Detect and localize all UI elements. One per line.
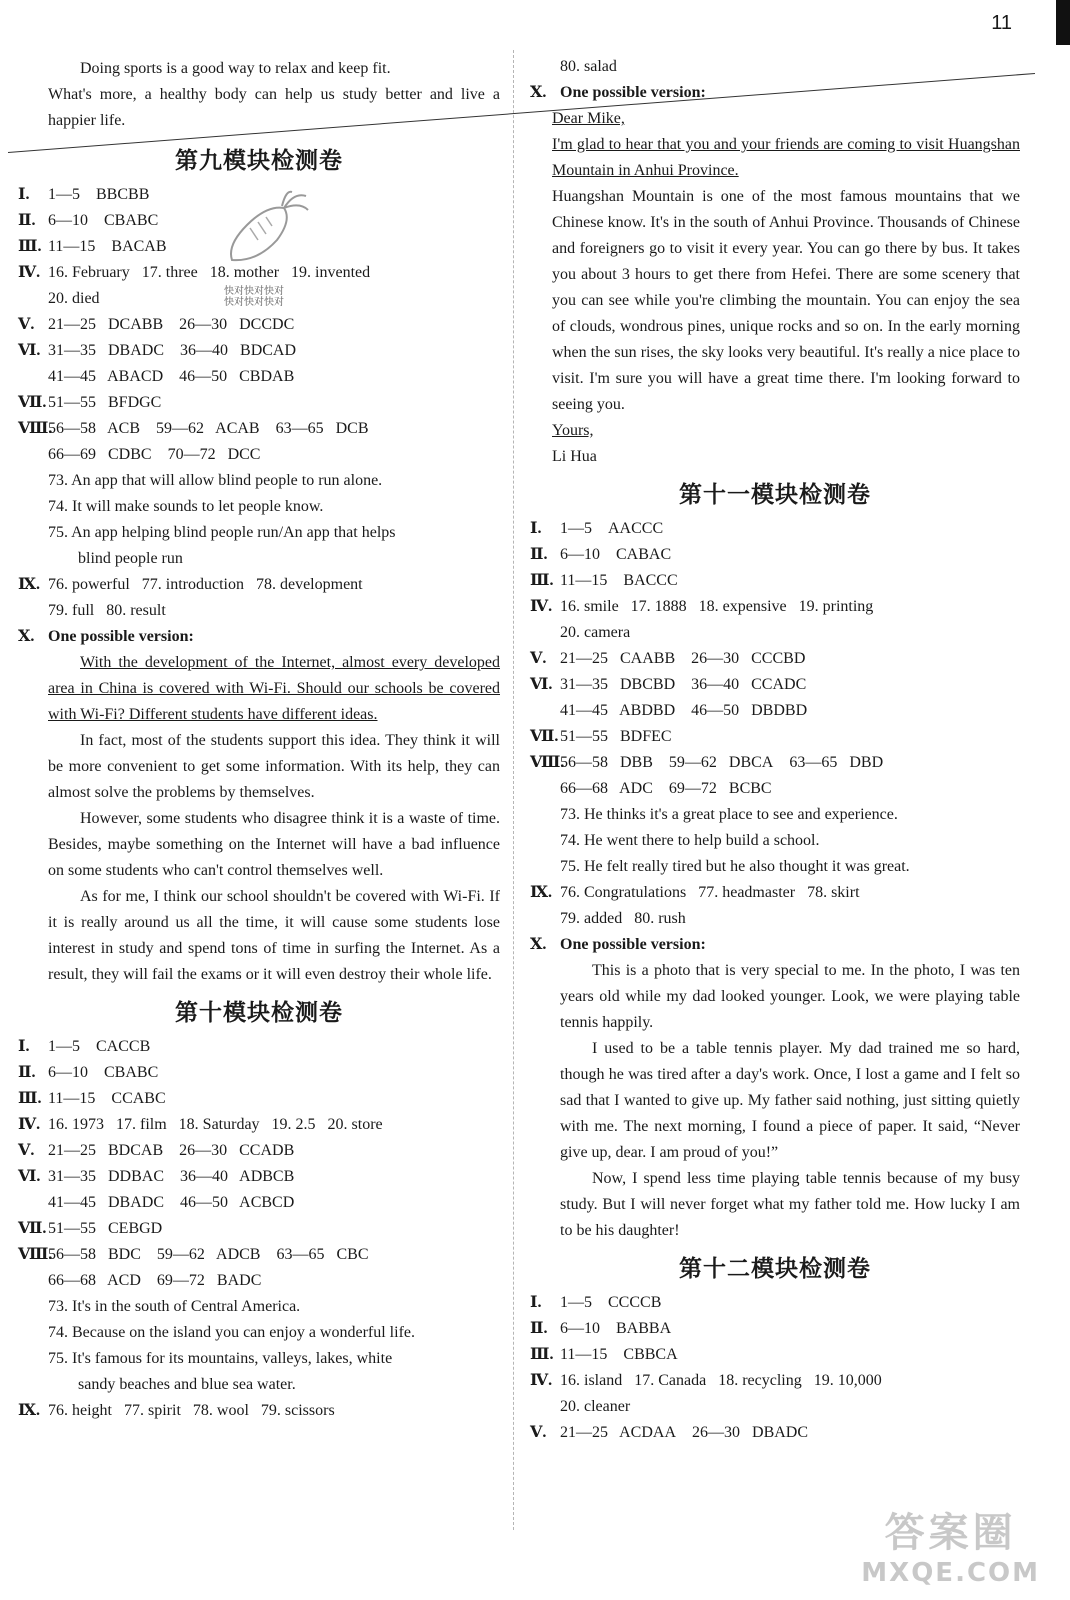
answers: 46—50 ACBCD [180, 1194, 295, 1211]
range: 6—10 [560, 1320, 600, 1337]
answers: 20. camera [560, 624, 631, 641]
answer-row [530, 932, 1020, 958]
intro-line: What's more, a healthy body can help us study better and live a happier life. [48, 86, 500, 129]
answers: 41—45 DBADC [48, 1194, 165, 1211]
answers: 26—30 DBADC [692, 1424, 809, 1441]
overlay-stamp-line: 快对快对快对 [224, 297, 284, 308]
range: 11—15 [560, 1346, 608, 1363]
answer-row [530, 594, 1020, 620]
answer-row [18, 416, 500, 442]
answer-row [18, 390, 500, 416]
answers: CACCB [96, 1038, 151, 1055]
answer-row [530, 568, 1020, 594]
version-label: One possible version: [560, 84, 706, 101]
answer-sentence: 75. He felt really tired but he also thought it was great. [560, 858, 910, 875]
answers: BBCBB [96, 186, 150, 203]
answer-row [18, 182, 500, 208]
row-number: Ⅲ. [530, 1346, 554, 1363]
answer-row [18, 312, 500, 338]
essay-paragraph: I used to be a table tennis player. My dad trained me so hard, though he was tired after a day's work. Once, I lost a game and I felt so sad that I wanted to give up. My father said nothing, just sitting quietly with me. The next morning, I found a piece of paper. It said, “Never give up, dear. I am proud of you!” [560, 1040, 1020, 1161]
answers: 36—40 BDCAD [180, 342, 297, 359]
row-number: Ⅵ. [530, 676, 553, 693]
answers: 16. smile 17. 1888 18. expensive 19. printing [560, 598, 874, 615]
answers: CCABC [111, 1090, 166, 1107]
answers: 16. February 17. three 18. mother 19. invented [48, 264, 371, 281]
range: 1—5 [48, 1038, 80, 1055]
answer-sentence: 75. It's famous for its mountains, valleys, lakes, white [48, 1350, 393, 1367]
answers: 21—25 ACDAA [560, 1424, 677, 1441]
watermark-text: 答案圈 [884, 1510, 1017, 1556]
answer-row [18, 1268, 500, 1294]
answers: BACAB [111, 238, 167, 255]
answers: 76. Congratulations 77. headmaster 78. skirt [560, 884, 860, 901]
answers: 76. height 77. spirit 78. wool 79. scissors [48, 1402, 335, 1419]
answer-row [530, 646, 1020, 672]
intro-line: Doing sports is a good way to relax and keep fit. [80, 60, 391, 77]
answer-row [18, 338, 500, 364]
answers: 56—58 ACB [48, 420, 141, 437]
answers: CBABC [104, 212, 159, 229]
answer-row [18, 1086, 500, 1112]
answer-sentence: 73. It's in the south of Central America. [48, 1298, 301, 1315]
essay-paragraph: Now, I spend less time playing table tennis because of my busy study. But I will never forget what my father told me. How lucky I am to be his daughter! [560, 1170, 1020, 1239]
section-title: 第十模块检测卷 [175, 1000, 343, 1026]
answers: 66—68 ADC [560, 780, 653, 797]
answers: 46—50 CBDAB [179, 368, 295, 385]
answer-row [530, 80, 1020, 106]
answers: 31—35 DDBAC [48, 1168, 165, 1185]
row-number: Ⅸ. [18, 576, 41, 593]
row-number: Ⅴ. [18, 1142, 35, 1159]
row-number: Ⅴ. [18, 316, 35, 333]
answers: 79. added 80. rush [560, 910, 686, 927]
answers: 70—72 DCC [167, 446, 261, 463]
row-number: Ⅹ. [18, 628, 35, 645]
essay-paragraph: In fact, most of the students support this idea. They think it will be more convenient to get some information. With its help, they can almost solve the problems by themselves. [48, 732, 500, 801]
answers: 63—65 DCB [275, 420, 369, 437]
page-edge-bar [1056, 0, 1070, 45]
essay-paragraph: However, some students who disagree think it is a waste of time. Besides, maybe something on the Internet will have a bad influence on some students who can't control themselves well. [48, 810, 500, 879]
answer-row [18, 260, 500, 286]
answers: 80. salad [560, 58, 617, 75]
essay-paragraph: With the development of the Internet, almost every developed area in China is covered with Wi-Fi. Should our schools be covered with Wi-Fi? Different students have different ideas. [48, 654, 500, 723]
answers: 36—40 CCADC [691, 676, 807, 693]
answers: 20. cleaner [560, 1398, 631, 1415]
range: 11—15 [48, 238, 96, 255]
answer-sentence: 74. It will make sounds to let people know. [48, 498, 324, 515]
section-title: 第十一模块检测卷 [679, 482, 871, 508]
answers: 76. powerful 77. introduction 78. development [48, 576, 363, 593]
row-number: Ⅹ. [530, 936, 547, 953]
row-number: Ⅲ. [18, 238, 42, 255]
answers: 36—40 ADBCB [180, 1168, 295, 1185]
essay-paragraph: This is a photo that is very special to me. In the photo, I was ten years old while my dad looked younger. Look, we were playing table tennis happily. [560, 962, 1020, 1031]
essay [530, 958, 1020, 1244]
row-number: Ⅵ. [18, 342, 41, 359]
row-number: Ⅱ. [530, 1320, 548, 1337]
answers: 41—45 ABACD [48, 368, 164, 385]
answers: 31—35 DBCBD [560, 676, 676, 693]
answer-row [18, 1164, 500, 1190]
section-title: 第九模块检测卷 [175, 148, 343, 174]
answers: 21—25 CAABB [560, 650, 676, 667]
answer-row [530, 1420, 1020, 1446]
answer-row [18, 1034, 500, 1060]
answers: CBABC [104, 1064, 159, 1081]
answer-row [530, 698, 1020, 724]
answers: 56—58 DBB [560, 754, 653, 771]
answer-sentence: 73. He thinks it's a great place to see and experience. [560, 806, 898, 823]
letter [530, 106, 1020, 470]
answers: CCCCB [608, 1294, 662, 1311]
answer-sentence: 75. An app helping blind people run/An app that helps [48, 524, 396, 541]
range: 1—5 [560, 520, 592, 537]
answers: 20. died [48, 290, 100, 307]
answer-row [18, 1190, 500, 1216]
right-column [530, 54, 1020, 1446]
left-column [18, 56, 500, 1424]
section-title: 第十二模块检测卷 [679, 1256, 871, 1282]
answer-row [18, 1242, 500, 1268]
answers: CABAC [616, 546, 672, 563]
letter-closing: Yours, [552, 422, 594, 439]
answers: CBBCA [623, 1346, 678, 1363]
answer-row [530, 1290, 1020, 1316]
row-number: Ⅸ. [530, 884, 553, 901]
answer-row [18, 208, 500, 234]
answer-row [18, 1112, 500, 1138]
answers: 16. island 17. Canada 18. recycling 19. 10,000 [560, 1372, 882, 1389]
answers: 51—55 BDFEC [560, 728, 672, 745]
row-number: Ⅸ. [18, 1402, 41, 1419]
answers: 51—55 BFDGC [48, 394, 162, 411]
answers: BABBA [616, 1320, 672, 1337]
answer-row [18, 1216, 500, 1242]
answers: 26—30 DCCDC [179, 316, 295, 333]
answers: 69—72 BADC [156, 1272, 262, 1289]
answers: 31—35 DBADC [48, 342, 165, 359]
row-number: Ⅱ. [530, 546, 548, 563]
row-number: Ⅲ. [18, 1090, 42, 1107]
range: 6—10 [560, 546, 600, 563]
answers: 26—30 CCCBD [691, 650, 806, 667]
answer-row [530, 672, 1020, 698]
row-number: Ⅱ. [18, 1064, 36, 1081]
answer-row [18, 1060, 500, 1086]
answer-sentence: sandy beaches and blue sea water. [78, 1376, 296, 1393]
answers: 66—69 CDBC [48, 446, 152, 463]
range: 6—10 [48, 1064, 88, 1081]
answers: 56—58 BDC [48, 1246, 141, 1263]
range: 11—15 [48, 1090, 96, 1107]
answers: 46—50 DBDBD [691, 702, 808, 719]
answers: 59—62 ADCB [156, 1246, 261, 1263]
row-number: Ⅱ. [18, 212, 36, 229]
overlay-stamp-line: 快对快对快对 [224, 286, 284, 297]
answers: AACCC [608, 520, 664, 537]
row-number: Ⅰ. [530, 520, 542, 537]
range: 1—5 [560, 1294, 592, 1311]
answer-row [18, 234, 500, 260]
answer-row [530, 1342, 1020, 1368]
answers: 16. 1973 17. film 18. Saturday 19. 2.5 20. store [48, 1116, 383, 1133]
answer-row [530, 776, 1020, 802]
essay [18, 650, 500, 988]
letter-paragraph: Huangshan Mountain is one of the most famous mountains that we Chinese know. It's in the south of Anhui Province. Thousands of Chinese and foreigners go to visit it every year. You can go there by bus. It takes you about 3 hours to get there from Hefei. There are some scenery that you can see while you're climbing the mountain. You can enjoy the sea of clouds, wondrous pines, unique rocks and so on. In the early morning when the sun rises, the sky looks very beautiful. It's really a nice place to visit. I'm sure you will have a great time there. I'm looking forward to seeing you. [552, 188, 1020, 413]
answer-sentence: 74. He went there to help build a school. [560, 832, 820, 849]
row-number: Ⅰ. [18, 186, 30, 203]
row-number: Ⅰ. [18, 1038, 30, 1055]
letter-salutation: Dear Mike, [552, 110, 625, 127]
row-number: Ⅳ. [530, 1372, 553, 1389]
row-number: Ⅶ. [18, 1220, 47, 1237]
answers: 21—25 BDCAB [48, 1142, 164, 1159]
answer-row [530, 516, 1020, 542]
column-divider [513, 50, 514, 1530]
watermark-logo [861, 1501, 1040, 1588]
answer-row [18, 364, 500, 390]
answer-row [530, 724, 1020, 750]
row-number: Ⅰ. [530, 1294, 542, 1311]
row-number: Ⅷ. [530, 754, 565, 771]
answers: 59—62 ACAB [156, 420, 260, 437]
answer-row [18, 1138, 500, 1164]
answers: 79. full 80. result [48, 602, 166, 619]
answer-row [530, 1316, 1020, 1342]
letter-paragraph: I'm glad to hear that you and your friends are coming to visit Huangshan Mountain in Anhui Province. [552, 136, 1020, 179]
answer-row [18, 572, 500, 598]
answers: 69—72 BCBC [668, 780, 772, 797]
row-number: Ⅴ. [530, 650, 547, 667]
answer-sentence: 73. An app that will allow blind people to run alone. [48, 472, 383, 489]
row-number: Ⅶ. [18, 394, 47, 411]
answer-sentence: blind people run [78, 550, 183, 567]
row-number: Ⅵ. [18, 1168, 41, 1185]
answer-row [530, 542, 1020, 568]
answers: BACCC [623, 572, 678, 589]
answer-row [18, 442, 500, 468]
page-number: 11 [991, 12, 1012, 34]
range: 11—15 [560, 572, 608, 589]
answer-row [530, 1368, 1020, 1394]
row-number: Ⅳ. [18, 1116, 41, 1133]
answer-row [18, 1398, 500, 1424]
range: 1—5 [48, 186, 80, 203]
answers: 21—25 DCABB [48, 316, 164, 333]
answers: 59—62 DBCA [668, 754, 774, 771]
intro-paragraph [18, 56, 500, 134]
answers: 63—65 CBC [276, 1246, 369, 1263]
watermark-text: MXQE.COM [861, 1558, 1040, 1588]
letter-signature: Li Hua [552, 448, 597, 465]
row-number: Ⅳ. [530, 598, 553, 615]
row-number: Ⅳ. [18, 264, 41, 281]
row-number: Ⅴ. [530, 1424, 547, 1441]
answer-sentence: 74. Because on the island you can enjoy a wonderful life. [48, 1324, 415, 1341]
version-label: One possible version: [560, 936, 706, 953]
answer-row [530, 880, 1020, 906]
row-number: Ⅹ. [530, 84, 547, 101]
answer-row [530, 750, 1020, 776]
range: 6—10 [48, 212, 88, 229]
row-number: Ⅷ. [18, 420, 53, 437]
essay-paragraph: As for me, I think our school shouldn't be covered with Wi-Fi. If it is really around us all the time, it will cause some students lose interest in study and spend tons of time in surfing the Internet. As a result, they will fail the exams or it will even destroy their whole life. [48, 888, 500, 983]
version-label: One possible version: [48, 628, 194, 645]
answers: 51—55 CEBGD [48, 1220, 163, 1237]
row-number: Ⅷ. [18, 1246, 53, 1263]
answer-row [18, 624, 500, 650]
row-number: Ⅶ. [530, 728, 559, 745]
answers: 26—30 CCADB [179, 1142, 295, 1159]
row-number: Ⅲ. [530, 572, 554, 589]
answers: 63—65 DBD [789, 754, 884, 771]
answers: 41—45 ABDBD [560, 702, 676, 719]
answers: 66—68 ACD [48, 1272, 141, 1289]
